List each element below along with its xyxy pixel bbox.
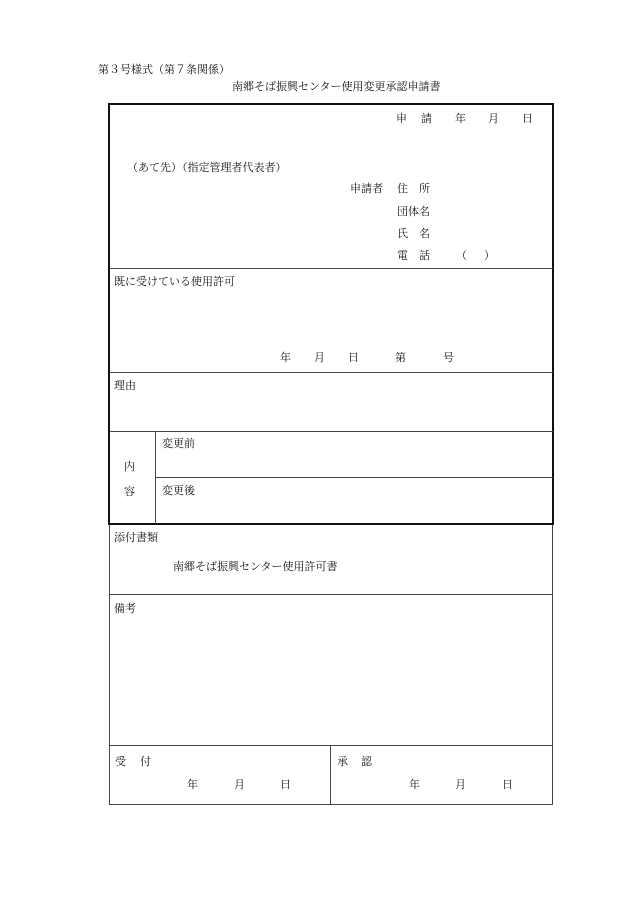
reason-label: 理由	[114, 379, 136, 392]
reception-label-1: 受	[115, 755, 126, 768]
organization-label: 団体名	[397, 205, 430, 218]
after-change-label: 変更後	[162, 484, 195, 497]
approval-year-label: 年	[409, 778, 420, 791]
divider-reason-bottom	[110, 431, 553, 432]
approval-label-2: 認	[361, 755, 372, 768]
approval-label-1: 承	[337, 755, 348, 768]
phone-label-1: 電	[397, 249, 408, 262]
permit-number-suffix: 号	[443, 351, 454, 364]
before-change-label: 変更前	[162, 437, 195, 450]
divider-reception-approval	[330, 745, 331, 805]
approval-day-label: 日	[502, 778, 513, 791]
name-label-2: 名	[419, 227, 430, 240]
content-label-2: 容	[124, 485, 135, 498]
attachments-label: 添付書類	[114, 531, 158, 544]
reception-day-label: 日	[280, 778, 291, 791]
address-label-2: 所	[419, 182, 430, 195]
application-date-label-1: 申	[396, 112, 407, 125]
divider-remarks-bottom	[109, 745, 553, 746]
permit-year-label: 年	[280, 351, 291, 364]
divider-permit-bottom	[110, 372, 553, 373]
phone-paren-open: （	[456, 249, 467, 262]
address-label-1: 住	[397, 182, 408, 195]
phone-label-2: 話	[419, 249, 430, 262]
permit-month-label: 月	[314, 351, 325, 364]
application-day-label: 日	[522, 112, 533, 125]
divider-applicant-bottom	[110, 268, 553, 269]
reception-label-2: 付	[140, 755, 151, 768]
reception-year-label: 年	[187, 778, 198, 791]
existing-permit-label: 既に受けている使用許可	[114, 275, 235, 288]
phone-paren-close: ）	[484, 249, 495, 262]
form-title: 南郷そば振興センター使用変更承認申請書	[232, 80, 441, 93]
name-label-1: 氏	[397, 227, 408, 240]
approval-month-label: 月	[455, 778, 466, 791]
applicant-label: 申請者	[350, 182, 383, 195]
divider-before-after	[155, 477, 553, 478]
divider-attachments-bottom	[109, 594, 553, 595]
remarks-label: 備考	[114, 602, 136, 615]
application-year-label: 年	[455, 112, 466, 125]
form-number: 第３号様式（第７条関係）	[98, 63, 230, 76]
application-date-label-2: 請	[421, 112, 432, 125]
permit-day-label: 日	[348, 351, 359, 364]
permit-number-prefix: 第	[395, 351, 406, 364]
addressee-label: （あて先）（指定管理者代表者）	[127, 161, 287, 174]
application-month-label: 月	[488, 112, 499, 125]
reception-month-label: 月	[234, 778, 245, 791]
content-label-1: 内	[124, 460, 135, 473]
attachment-item: 南郷そば振興センター使用許可書	[173, 560, 338, 573]
divider-content-label	[155, 431, 156, 524]
